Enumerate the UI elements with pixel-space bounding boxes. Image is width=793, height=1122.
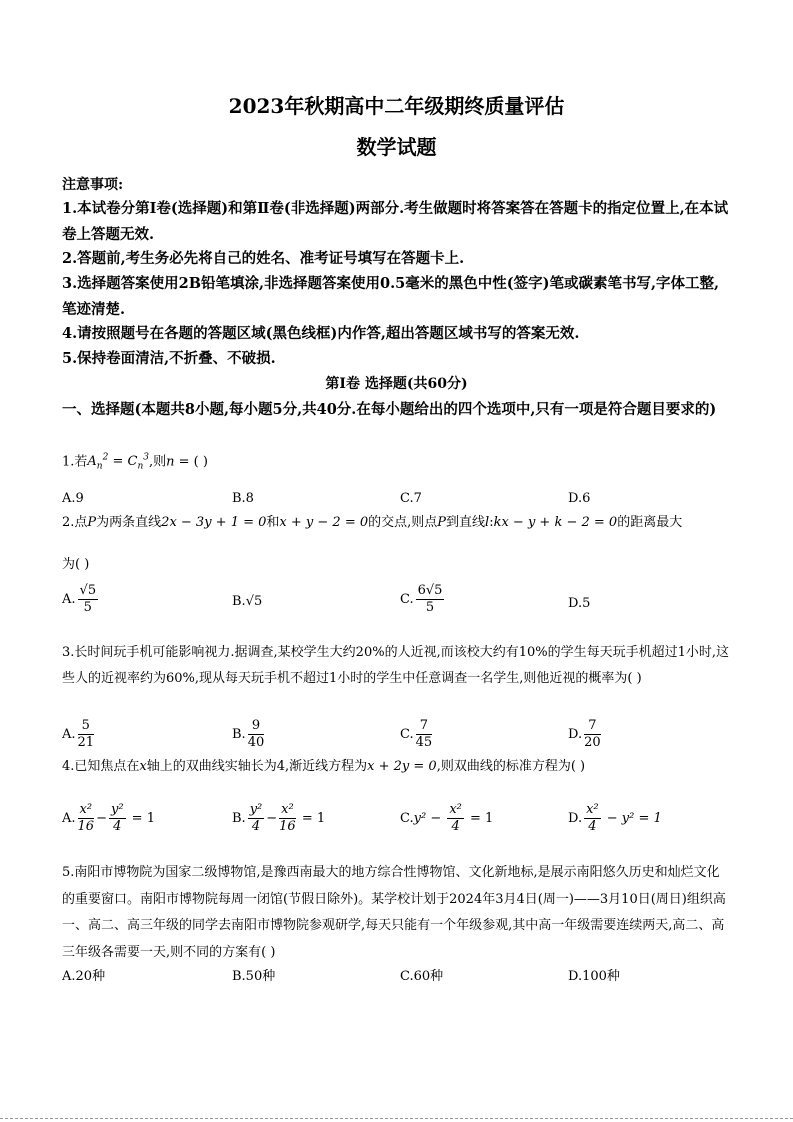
q1-option-b: B.8 — [232, 491, 254, 506]
q5-option-c: C.60种 — [400, 969, 444, 984]
q4-option-c: C.y² − $\frac{\text{x²}}{4}$ = 1 — [400, 802, 494, 834]
question-5: 5.南阳市博物院为国家二级博物馆,是豫西南最大的地方综合性博物馆、文化新地标,是展示南阳悠久历史和灿烂文化的重要窗口。南阳市博物院每周一闭馆(节假日除外)。某学校计划于2024年3月4日(周一)——3月10日(周日)组织高一、高二、高三年级的同学去南阳市博物院参观研学,每天只能有一个年级参观,其中高一年级需要连续两天,高二、高三年级各需要一天,则不同的方案有( ) — [62, 865, 726, 960]
q1-option-c: C.7 — [400, 491, 422, 506]
q4-option-b: B. $\frac{\text{y²}}{4}$ − $\frac{\text{x²}}{16}$ = 1 — [232, 802, 326, 834]
notes-heading: 注意事项: — [62, 177, 124, 193]
question-4: 4.已知焦点在x轴上的双曲线实轴长为4,渐近线方程为x + 2y = 0,则双曲线的标准方程为( ) — [62, 759, 586, 774]
q3-option-b: B. $\frac{9}{40}$ — [232, 718, 265, 750]
note-item-5: 5.保持卷面清洁,不折叠、不破损. — [62, 350, 276, 367]
q3-option-c: C. $\frac{7}{45}$ — [400, 718, 433, 750]
q2-option-d: D.5 — [568, 596, 591, 611]
q3-option-a: A. $\frac{5}{21}$ — [62, 718, 95, 750]
permutation-expression: $A_n^2 = C_n^3$ — [87, 453, 149, 472]
q4-option-d: D. $\frac{\text{x²}}{4}$ − y² = 1 — [568, 802, 662, 834]
q1-option-a: A.9 — [62, 491, 84, 506]
exam-subtitle: 数学试题 — [356, 135, 437, 159]
question-1: 1.若$A_n^2 = C_n^3$,则n = ( ) — [62, 453, 208, 472]
note-item-2: 2.答题前,考生务必先将自己的姓名、准考证号填写在答题卡上. — [62, 250, 465, 267]
q1-option-d: D.6 — [568, 491, 591, 506]
note-item-1: 1.本试卷分第Ⅰ卷(选择题)和第Ⅱ卷(非选择题)两部分.考生做题时将答案答在答题卡的指定位置上,在本试卷上答题无效. — [62, 200, 729, 243]
q5-option-a: A.20种 — [62, 969, 106, 984]
q4-option-a: A. $\frac{\text{x²}}{16}$ − $\frac{\text{y²}}{4}$ = 1 — [62, 802, 155, 834]
q5-option-d: D.100种 — [568, 969, 620, 984]
q2-option-c: C. $\frac{6√5}{5}$ — [400, 583, 443, 615]
q3-option-d: D. $\frac{7}{20}$ — [568, 718, 601, 750]
question-3: 3.长时间玩手机可能影响视力.据调查,某校学生大约20%的人近视,而该校大约有10%的学生每天玩手机超过1小时,这些人的近视率约为60%,现从每天玩手机不超过1小时的学生中任意调查一名学生,则他近视的概率为( ) — [62, 645, 729, 686]
question-2: 2.点P为两条直线2x − 3y + 1 = 0和x + y − 2 = 0的交点,则点P到直线l:kx − y + k − 2 = 0的距离最大 — [62, 515, 683, 530]
exam-title: 2023年秋期高中二年级期终质量评估 — [228, 94, 565, 118]
question-2-cont: 为( ) — [62, 557, 90, 572]
note-item-4: 4.请按照题号在各题的答题区域(黑色线框)内作答,超出答题区域书写的答案无效. — [62, 325, 580, 342]
q2-option-a: A. $\frac{√5}{5}$ — [62, 583, 97, 615]
note-item-3: 3.选择题答案使用2B铅笔填涂,非选择题答案使用0.5毫米的黑色中性(签字)笔或碳素笔书写,字体工整,笔迹清楚. — [62, 275, 720, 318]
section-title: 第Ⅰ卷 选择题(共60分) — [325, 376, 468, 392]
q2-option-b: B.√5 — [232, 594, 263, 609]
page-bottom-divider — [0, 1118, 793, 1119]
q5-option-b: B.50种 — [232, 969, 276, 984]
section-description: 一、选择题(本题共8小题,每小题5分,共40分.在每小题给出的四个选项中,只有一项是符合题目要求的) — [62, 401, 717, 418]
